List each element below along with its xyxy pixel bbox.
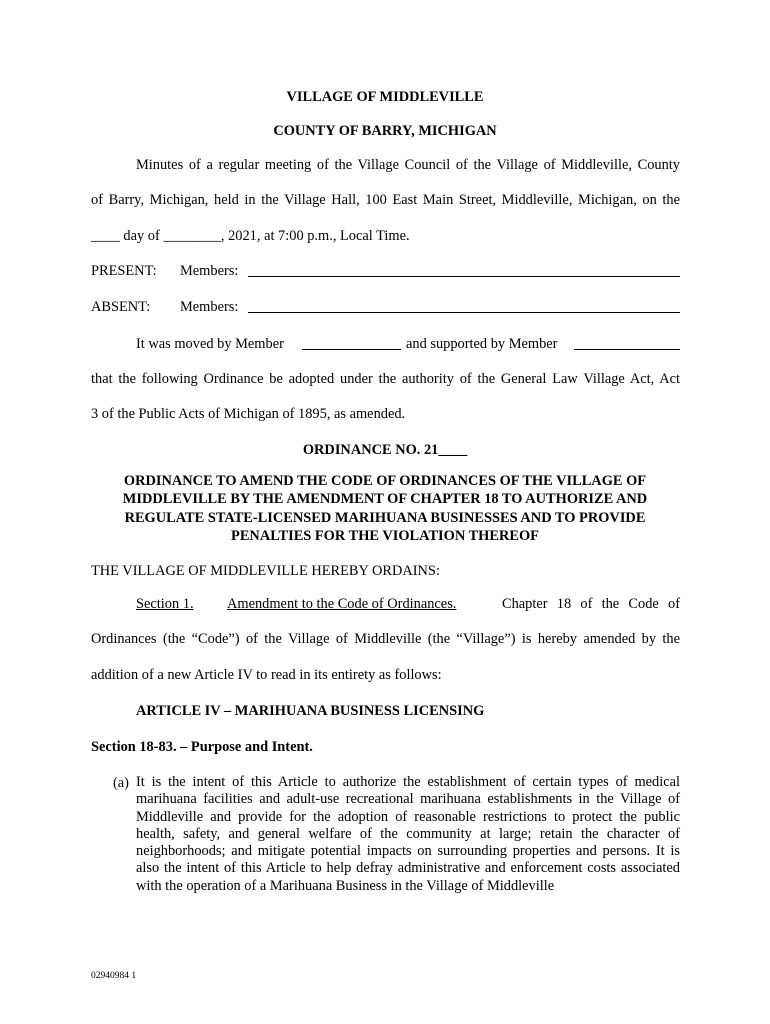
ordinance-number: ORDINANCE NO. 21____ [302, 442, 468, 458]
motion-line-3: 3 of the Public Acts of Michigan of 1895, as amended. [91, 406, 406, 422]
ordinance-title-line-4: PENALTIES FOR THE VIOLATION THEREOF [231, 528, 539, 544]
moved-member-line [302, 349, 401, 350]
paragraph-a-text: It is the intent of this Article to authorize the establishment of certain types of medical marihuana facilities and adult-use recreational marihuana establishments in the Village of Middleville and provide for the adoption of reasonable restrictions to protect the public health, safety, and general welfare of the community at large; retain the character of neighborhoods; and mitigate potential impacts on surrounding properties and persons. It is also the intent of this Article to help defray administrative and enforcement costs associated with the operation of a Marihuana Business in the Village of Middleville [136, 774, 680, 894]
motion-moved-label: It was moved by Member [136, 336, 284, 352]
present-members-line [248, 276, 680, 277]
present-members-label: Members: [180, 263, 239, 279]
section-1-label: Section 1. [136, 596, 194, 612]
absent-label: ABSENT: [91, 299, 151, 315]
absent-members-line [248, 312, 680, 313]
motion-line-2: that the following Ordinance be adopted under the authority of the General Law Village Act, Act [91, 371, 680, 387]
supported-member-line [574, 349, 680, 350]
paragraph-a-label: (a) [113, 775, 129, 791]
absent-members-label: Members: [180, 299, 239, 315]
ordinance-title-line-3: REGULATE STATE-LICENSED MARIHUANA BUSINESSES AND TO PROVIDE [124, 510, 646, 526]
ordinance-title-line-1: ORDINANCE TO AMEND THE CODE OF ORDINANCES OF THE VILLAGE OF [123, 473, 647, 489]
village-title: VILLAGE OF MIDDLEVILLE [286, 89, 484, 105]
motion-supported-label: and supported by Member [406, 336, 558, 352]
county-title: COUNTY OF BARRY, MICHIGAN [273, 123, 497, 139]
section-1-text-3: addition of a new Article IV to read in its entirety as follows: [91, 667, 442, 683]
present-label: PRESENT: [91, 263, 157, 279]
footer-doc-id: 02940984 1 [91, 971, 137, 981]
article-heading: ARTICLE IV – MARIHUANA BUSINESS LICENSING [136, 703, 485, 719]
section-1-heading: Amendment to the Code of Ordinances. [227, 596, 457, 612]
ordains-line: THE VILLAGE OF MIDDLEVILLE HEREBY ORDAINS: [91, 563, 440, 579]
minutes-line-1: Minutes of a regular meeting of the Village Council of the Village of Middleville, County [136, 157, 680, 173]
section-18-83-heading: Section 18-83. – Purpose and Intent. [91, 739, 313, 755]
section-1-text-2: Ordinances (the “Code”) of the Village of Middleville (the “Village”) is hereby amended by the [91, 631, 680, 647]
minutes-line-3: ____ day of ________, 2021, at 7:00 p.m., Local Time. [91, 228, 410, 244]
ordinance-title-line-2: MIDDLEVILLE BY THE AMENDMENT OF CHAPTER 18 TO AUTHORIZE AND [122, 491, 648, 507]
section-1-text-1: Chapter 18 of the Code of [502, 596, 680, 612]
minutes-line-2: of Barry, Michigan, held in the Village Hall, 100 East Main Street, Middleville, Michigan, on the [91, 192, 680, 208]
